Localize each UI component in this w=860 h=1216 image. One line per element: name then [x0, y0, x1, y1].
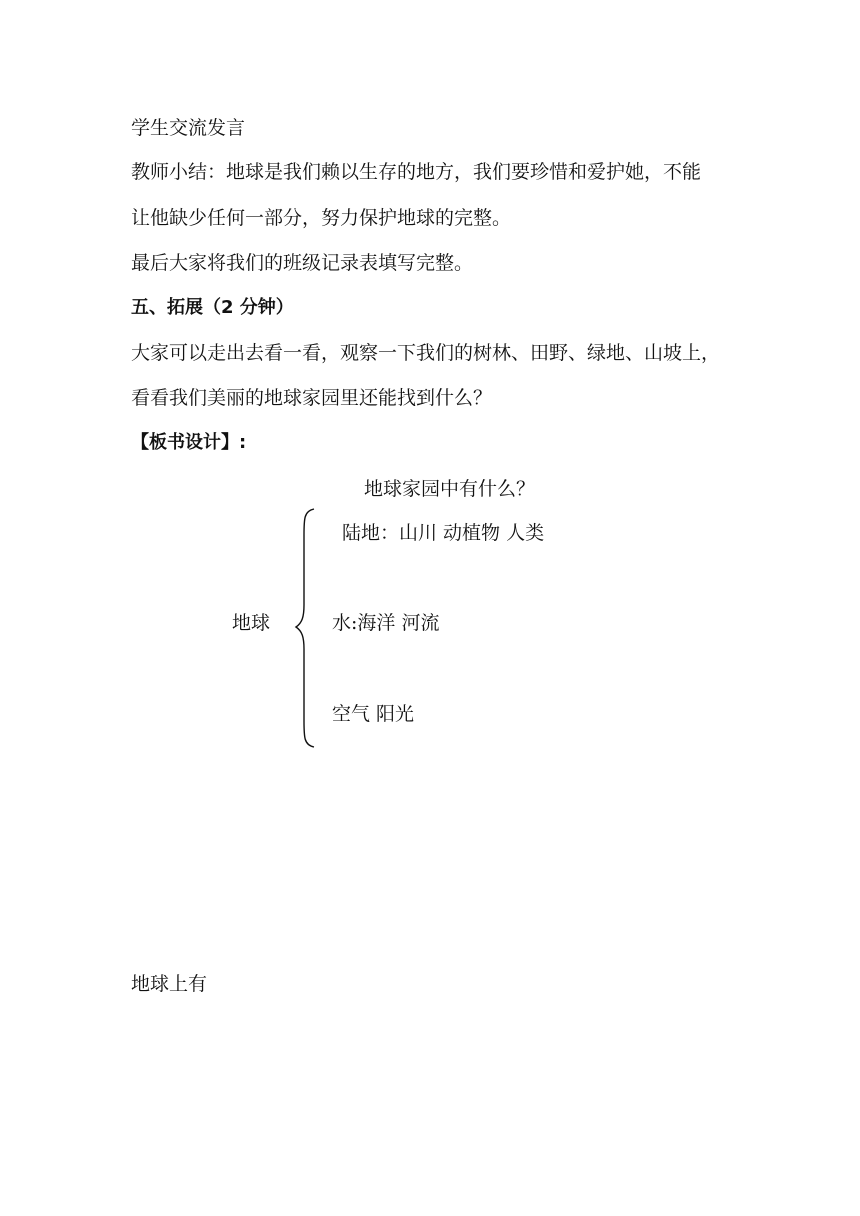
board-title: 地球家园中有什么？ — [364, 478, 536, 500]
paragraph-teacher-summary-line1: 教师小结：地球是我们赖以生存的地方，我们要珍惜和爱护她，不能 — [131, 161, 702, 183]
board-branch-land: 陆地：山川 动植物 人类 — [342, 522, 545, 544]
board-root-label: 地球 — [232, 612, 271, 634]
paragraph-student-discussion: 学生交流发言 — [131, 117, 246, 139]
section-heading-extension: 五、拓展（2 分钟） — [131, 297, 294, 318]
paragraph-explore-line1: 大家可以走出去看一看，观察一下我们的树林、田野、绿地、山坡上， — [131, 342, 721, 364]
paragraph-explore-line2: 看看我们美丽的地球家园里还能找到什么？ — [131, 387, 493, 409]
board-branch-air: 空气 阳光 — [332, 703, 415, 725]
board-design-heading: 【板书设计】: — [131, 432, 247, 453]
footer-earth-has: 地球上有 — [131, 973, 208, 995]
board-branch-water: 水:海洋 河流 — [332, 612, 440, 634]
paragraph-teacher-summary-line2: 让他缺少任何一部分，努力保护地球的完整。 — [131, 207, 512, 229]
paragraph-fill-record: 最后大家将我们的班级记录表填写完整。 — [131, 252, 474, 274]
curly-brace-icon — [292, 505, 322, 750]
